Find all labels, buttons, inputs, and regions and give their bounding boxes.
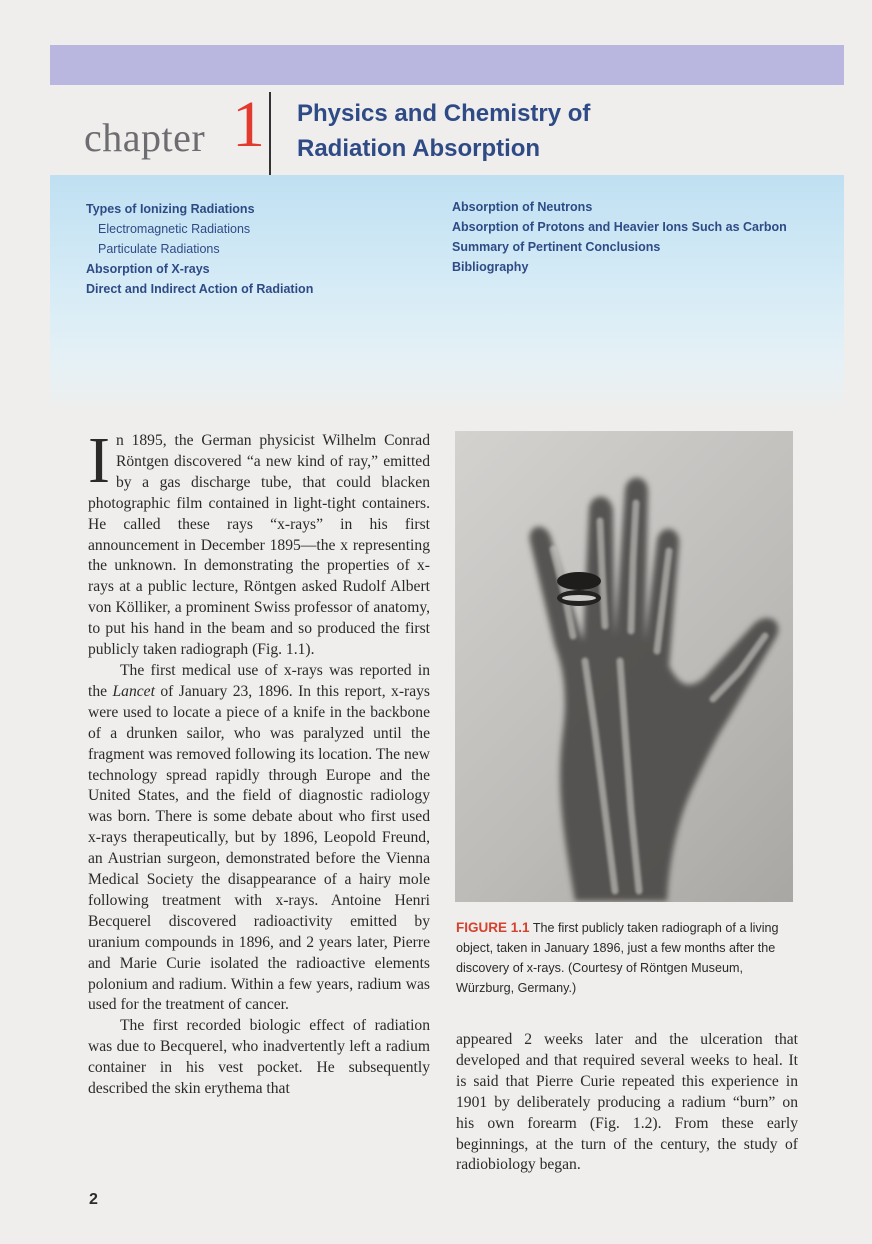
title-divider xyxy=(269,92,271,176)
body-text-left-column xyxy=(88,424,431,1100)
paragraph-3-continued: appeared 2 weeks later and the ulceration that developed and that required several weeks to heal. It is said that Pierre Curie repeated this experience in 1901 by deliberately producing a radium “burn” on his own forearm (Fig. 1.2). From these early beginnings, at the turn of the century, the study of radiobiology began. xyxy=(456,1031,798,1174)
figure-label: FIGURE 1.1 xyxy=(456,920,530,935)
outline-subitem: Particulate Radiations xyxy=(98,242,220,256)
outline-item: Direct and Indirect Action of Radiation xyxy=(86,282,314,296)
chapter-title-line-2: Radiation Absorption xyxy=(297,135,541,162)
outline-item: Types of Ionizing Radiations xyxy=(86,202,255,216)
outline-subitem: Electromagnetic Radiations xyxy=(98,222,251,236)
paragraph-3: The first recorded biologic effect of radiation was due to Becquerel, who inadvertently left a radium container in his vest pocket. He subsequently described the skin erythema that xyxy=(88,1017,430,1098)
chapter-word: chapter xyxy=(84,115,206,160)
drop-cap: I xyxy=(88,424,110,497)
outline-left-column xyxy=(86,199,313,299)
outline-item: Bibliography xyxy=(452,260,529,274)
outline-item: Absorption of Neutrons xyxy=(452,200,593,214)
paragraph-1-text: n 1895, the German physicist Wilhelm Conrad Röntgen discovered “a new kind of ray,” emitted by a gas discharge tube, that could blacken photographic film contained in light-tight containers. He called these rays “x-rays” in his first announcement in December 1895—the x representing the unknown. In demonstrating the properties of x-rays at a public lecture, Röntgen asked Rudolf Albert von Kölliker, a prominent Swiss professor of anatomy, to put his hand in the beam and so produced the first publicly taken radiograph (Fig. 1.1). xyxy=(88,432,430,659)
chapter-title xyxy=(297,96,717,166)
figure-caption xyxy=(456,918,801,998)
chapter-title-line-1: Physics and Chemistry of xyxy=(297,100,591,127)
journal-name: Lancet xyxy=(112,682,155,700)
hand-xray-graphic xyxy=(455,431,793,902)
figure-caption-text: The first publicly taken radiograph of a living object, taken in January 1896, just a few months after the discovery of x-rays. (Courtesy of Röntgen Museum, Würzburg, Germany.) xyxy=(456,921,779,995)
paragraph-2 xyxy=(88,661,430,1016)
outline-item: Absorption of X-rays xyxy=(86,262,210,276)
outline-right-column xyxy=(452,197,787,277)
paragraph-1 xyxy=(88,424,430,661)
hand-xray-image xyxy=(455,431,793,902)
outline-item: Absorption of Protons and Heavier Ions Such as Carbon xyxy=(452,220,787,234)
header-band xyxy=(50,45,844,85)
page-number: 2 xyxy=(89,1191,98,1208)
paragraph-2-text-b: of January 23, 1896. In this report, x-rays were used to locate a piece of a knife in the backbone of a drunken sailor, who was paralyzed until the fragment was removed following its location. The new technology spread rapidly through Europe and the United States, and the field of diagnostic radiology was born. There is some debate about who first used x-rays therapeutically, but by 1896, Leopold Freund, an Austrian surgeon, demonstrated before the Vienna Medical Society the disappearance of a hairy mole following treatment with x-rays. Antoine Henri Becquerel discovered radioactivity emitted by uranium compounds in 1896, and 2 years later, Pierre and Marie Curie isolated the radioactive elements polonium and radium. Within a few years, radium was used for the treatment of cancer. xyxy=(88,682,431,1014)
chapter-number: 1 xyxy=(232,88,265,161)
outline-item: Summary of Pertinent Conclusions xyxy=(452,240,661,254)
paragraph-2-text-a: The first medical use of x-rays was reported in the xyxy=(88,661,430,700)
body-text-right-column xyxy=(456,1030,798,1176)
